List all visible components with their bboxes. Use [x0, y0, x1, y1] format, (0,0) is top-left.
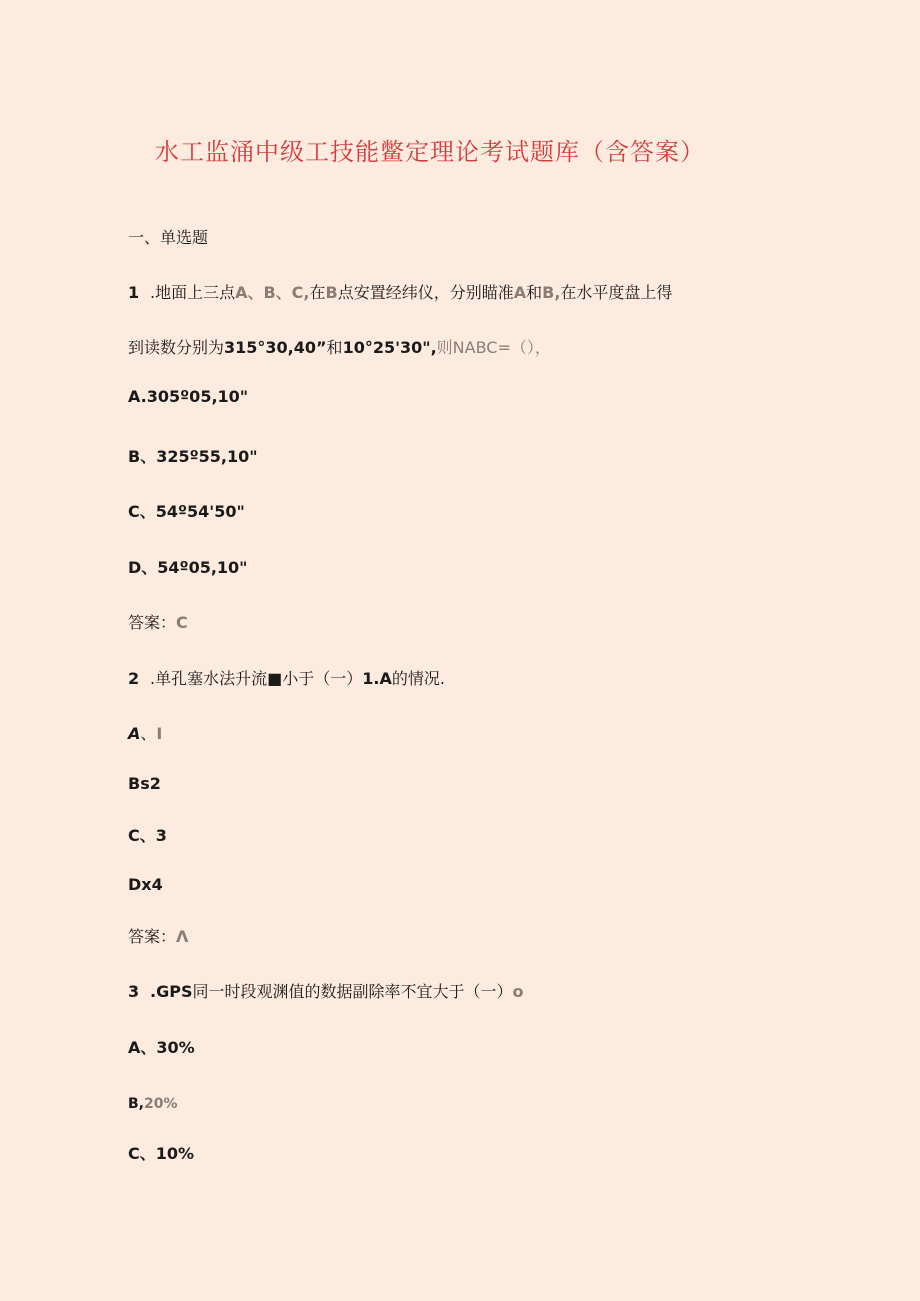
question-text: .单孔塞水法升流	[150, 669, 268, 688]
option-c: C、3	[128, 826, 167, 845]
question-text: 同一时段观渊值的数据副除率不宜大于（一）	[192, 982, 513, 1001]
answer-2	[128, 927, 188, 947]
question-text: 和	[326, 338, 343, 357]
option-d: D、54º05,10"	[128, 558, 248, 577]
document-title: 水工监涌中级工技能鳖定理论考试题库（含答案）	[155, 138, 705, 166]
question-text: 则NABC=（），	[436, 338, 551, 357]
option-label: B,	[128, 1096, 144, 1112]
question-value: 1.A	[362, 669, 392, 688]
answer-1	[128, 613, 188, 633]
question-value: 315°30,40”	[224, 338, 327, 357]
question-text: 和	[526, 283, 543, 302]
question-text-point: B	[325, 283, 338, 302]
question-text-points: A、B、C,	[235, 283, 310, 302]
question-2	[128, 669, 445, 689]
option-value: 20%	[144, 1096, 178, 1112]
option-c: C、54º54'50"	[128, 502, 245, 521]
section-heading: 一、单选题	[128, 228, 209, 247]
answer-value: C	[176, 613, 188, 632]
question-text: 在水平度盘上得	[560, 283, 673, 302]
question-text: 小于（一）	[282, 669, 363, 688]
question-value: .GPS	[150, 982, 193, 1001]
question-text: 在	[309, 283, 326, 302]
question-text-point: B,	[542, 283, 561, 302]
question-text: 点安置经纬仪，分别瞄准	[337, 283, 514, 302]
option-b	[128, 1094, 178, 1114]
option-d: Dx4	[128, 875, 163, 894]
question-text-end: o	[512, 982, 524, 1001]
option-value: I	[156, 724, 163, 743]
question-number: 3	[128, 982, 140, 1001]
answer-label: 答案：	[128, 927, 177, 946]
option-a: A.305º05,10"	[128, 387, 249, 406]
question-text-point: A	[513, 283, 527, 302]
answer-value: Λ	[176, 927, 189, 946]
question-1-line-2	[128, 338, 551, 358]
question-number: 1	[128, 283, 140, 302]
answer-label: 答案：	[128, 613, 177, 632]
question-text: 到读数分别为	[128, 338, 225, 357]
option-c: C、10%	[128, 1144, 195, 1163]
option-b: B、325º55,10"	[128, 447, 258, 466]
option-b: Bs2	[128, 774, 161, 793]
question-number: 2	[128, 669, 140, 688]
question-text: .地面上三点	[150, 283, 236, 302]
question-text-symbol: ■	[267, 669, 283, 688]
option-separator: 、	[140, 724, 157, 743]
question-3	[128, 982, 523, 1002]
question-1-line-1	[128, 283, 672, 303]
question-value: 10°25'30",	[342, 338, 437, 357]
question-text: 的情况.	[391, 669, 445, 688]
option-a	[128, 724, 162, 744]
option-a: A、30%	[128, 1038, 195, 1057]
option-label: A	[128, 724, 141, 743]
